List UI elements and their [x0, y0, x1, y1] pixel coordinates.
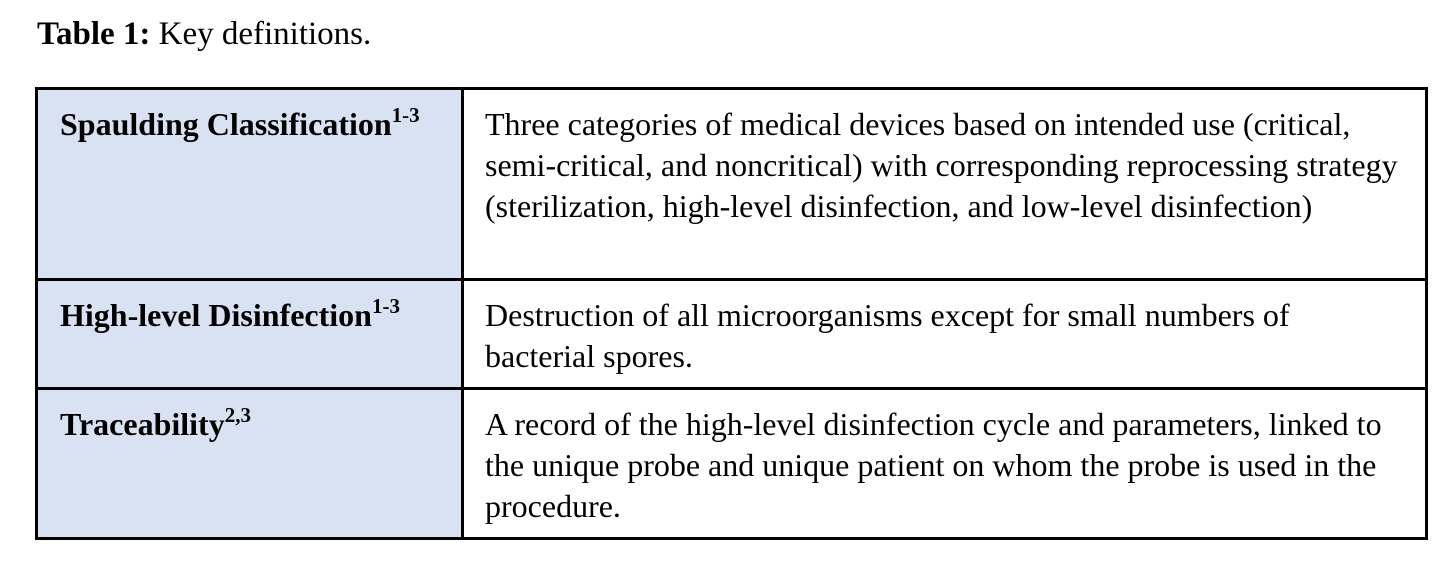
term-cell [37, 389, 463, 539]
definition-text: Three categories of medical devices based on intended use (critical, semi-critical, and noncritical) with corresponding reprocessing strategy (sterilization, high-level disinfection, and low-level disinfection) [485, 106, 1398, 224]
term-traceability: Traceability [60, 406, 225, 442]
term-spaulding-classification: Spaulding Classification [60, 106, 392, 142]
term-high-level-disinfection: High-level Disinfection [60, 297, 372, 333]
definition-text: Destruction of all microorganisms except for small numbers of bacterial spores. [485, 297, 1290, 374]
table-caption [37, 14, 371, 54]
table-row [37, 89, 1427, 280]
table-row [37, 389, 1427, 539]
definition-cell [463, 389, 1427, 539]
term-reference: 1-3 [391, 103, 420, 127]
definition-cell [463, 89, 1427, 280]
table-row [37, 280, 1427, 389]
table-caption-text: Key definitions. [150, 16, 372, 52]
definition-cell [463, 280, 1427, 389]
term-cell [37, 280, 463, 389]
table-caption-label: Table 1: [37, 16, 151, 52]
definition-text: A record of the high-level disinfection cycle and parameters, linked to the unique probe and unique patient on whom the probe is used in the procedure. [485, 406, 1382, 524]
term-cell [37, 89, 463, 280]
term-reference: 2,3 [224, 403, 251, 427]
definitions-table [35, 87, 1428, 540]
term-reference: 1-3 [371, 294, 400, 318]
